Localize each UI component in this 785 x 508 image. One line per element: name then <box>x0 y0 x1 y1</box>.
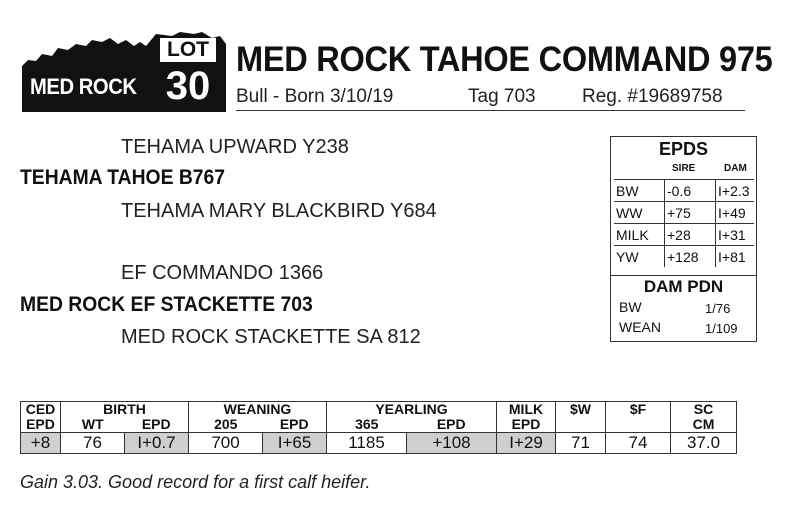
epd-row <box>614 246 754 268</box>
dam: MED ROCK EF STACKETTE 703 <box>20 293 313 316</box>
hdr-yearling-epd: EPD <box>407 417 497 433</box>
hdr-weaning-epd: EPD <box>263 417 327 433</box>
hdr-sw: $W <box>556 402 606 433</box>
epd-box <box>610 136 757 342</box>
val-birth-wt: 76 <box>61 433 125 454</box>
val-birth-epd: I+0.7 <box>125 433 189 454</box>
val-sf: 74 <box>606 433 671 454</box>
hdr-milk: MILK <box>497 402 556 418</box>
epd-trait: WW <box>614 202 665 224</box>
dam-pdn-title: DAM PDN <box>611 275 756 297</box>
epd-table <box>614 179 754 267</box>
epd-trait: YW <box>614 246 665 268</box>
animal-name: MED ROCK TAHOE COMMAND 975 <box>236 40 773 79</box>
epd-dam-value: I+31 <box>716 224 755 246</box>
sire-dam: TEHAMA MARY BLACKBIRD Y684 <box>121 200 437 222</box>
sire-sire: TEHAMA UPWARD Y238 <box>121 136 349 158</box>
epd-row <box>614 224 754 246</box>
epd-title: EPDS <box>658 139 709 159</box>
dam-sire: EF COMMANDO 1366 <box>121 262 324 284</box>
comment: Gain 3.03. Good record for a first calf heifer. <box>20 472 371 492</box>
sire: TEHAMA TAHOE B767 <box>20 166 226 189</box>
hdr-sc-cm: CM <box>671 417 737 433</box>
tag-number: Tag 703 <box>468 86 536 107</box>
epd-sire-value: +128 <box>665 246 716 268</box>
val-sc: 37.0 <box>671 433 737 454</box>
perf-header-row <box>21 402 737 418</box>
hdr-ced-epd: EPD <box>21 417 61 433</box>
hdr-sc: SC <box>671 402 737 418</box>
epd-sire-label: SIRE <box>672 163 696 174</box>
hdr-yearling: YEARLING <box>327 402 497 418</box>
registration-number: Reg. #19689758 <box>582 86 723 107</box>
animal-info-line <box>236 86 745 111</box>
hdr-birth-wt: WT <box>61 417 125 433</box>
logo <box>22 30 228 112</box>
hdr-yearling-365: 365 <box>327 417 407 433</box>
hdr-birth: BIRTH <box>61 402 189 418</box>
epd-dam-value: I+2.3 <box>716 180 755 202</box>
epd-trait: BW <box>614 180 665 202</box>
val-weaning-205: 700 <box>189 433 263 454</box>
dam-dam: MED ROCK STACKETTE SA 812 <box>121 326 421 348</box>
lot-label: LOT <box>167 38 209 61</box>
epd-row <box>614 180 754 202</box>
pdn-label: WEAN <box>619 319 661 335</box>
pdn-value: 1/76 <box>705 301 731 316</box>
epd-row <box>614 202 754 224</box>
epd-sire-value: +75 <box>665 202 716 224</box>
hdr-ced: CED <box>21 402 61 418</box>
performance-table <box>20 401 737 454</box>
val-milk-epd: I+29 <box>497 433 556 454</box>
val-sw: 71 <box>556 433 606 454</box>
hdr-weaning: WEANING <box>189 402 327 418</box>
epd-sire-value: -0.6 <box>665 180 716 202</box>
val-yearling-epd: +108 <box>407 433 497 454</box>
pdn-value: 1/109 <box>705 321 738 336</box>
lot-number: 30 <box>165 64 211 108</box>
hdr-birth-epd: EPD <box>125 417 189 433</box>
val-weaning-epd: I+65 <box>263 433 327 454</box>
hdr-sf: $F <box>606 402 671 433</box>
sex-birth: Bull - Born 3/10/19 <box>236 86 394 107</box>
brand-name: MED ROCK <box>30 74 137 99</box>
hdr-milk-epd: EPD <box>497 417 556 433</box>
val-ced: +8 <box>21 433 61 454</box>
epd-dam-label: DAM <box>724 163 747 174</box>
epd-sire-value: +28 <box>665 224 716 246</box>
pdn-label: BW <box>619 299 642 315</box>
hdr-weaning-205: 205 <box>189 417 263 433</box>
perf-value-row <box>21 433 737 454</box>
epd-dam-value: I+81 <box>716 246 755 268</box>
epd-trait: MILK <box>614 224 665 246</box>
epd-dam-value: I+49 <box>716 202 755 224</box>
val-yearling-365: 1185 <box>327 433 407 454</box>
